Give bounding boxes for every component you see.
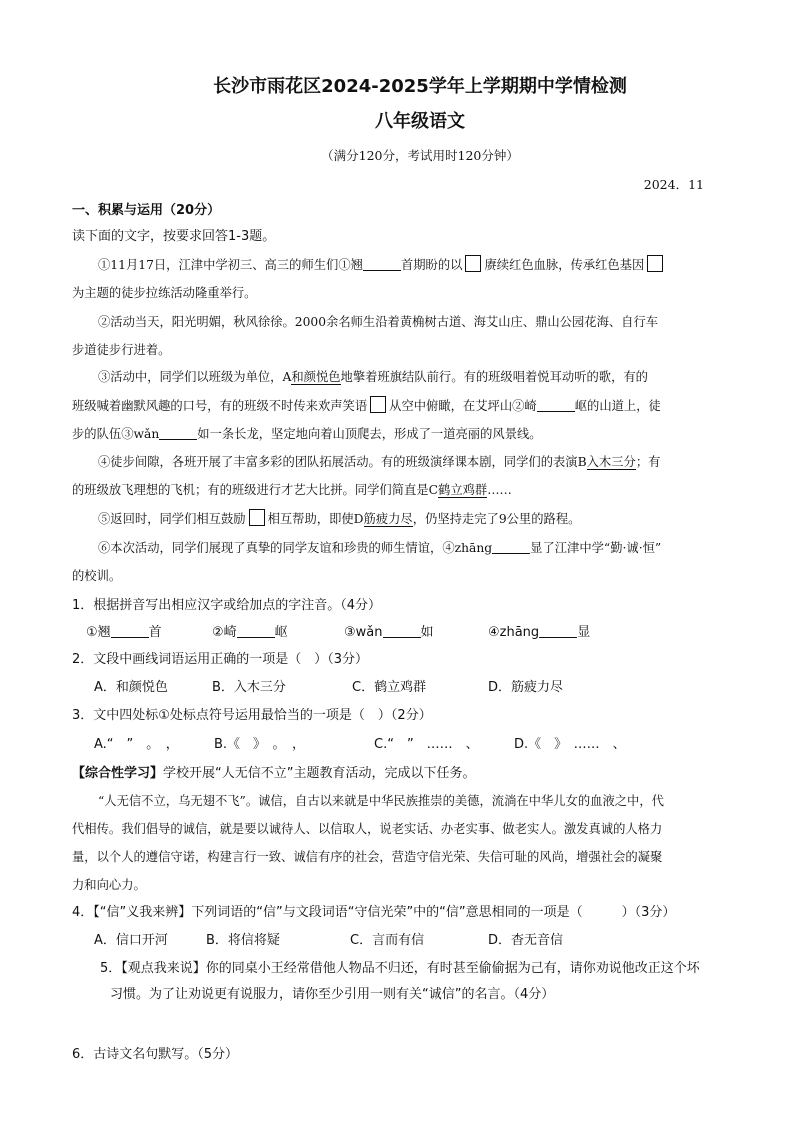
underlined-word: 入木三分: [586, 455, 636, 469]
answer-blank[interactable]: [363, 258, 401, 271]
q4-option-a[interactable]: A．信口开河: [94, 933, 168, 948]
question-6-stem: 6．古诗文名句默写。（5分）: [72, 1047, 239, 1062]
q1-item-label: 如: [420, 625, 434, 640]
punctuation-box[interactable]: [465, 255, 481, 272]
passage-line: [72, 509, 752, 527]
passage-line: [72, 452, 752, 470]
question-4-stem: 4．【“信”义我来辨】下列词语的“信”与文段词语“守信光荣”中的“信”意思相同的一项是（ ）（3分）: [72, 905, 676, 920]
punctuation-box[interactable]: [647, 255, 663, 272]
passage-text: 赓续红色血脉，传承红色基因: [484, 258, 645, 272]
q3-option-d[interactable]: D.《 》 …… 、: [514, 737, 626, 752]
passage-line: [72, 424, 752, 442]
passage-text: ①11月17日，江津中学初三、高三的师生们①翘: [98, 258, 363, 272]
underlined-word: 筋疲力尽: [363, 512, 413, 526]
passage-line: ②活动当天，阳光明媚，秋风徐徐。2000余名师生沿着黄桷树古道、海艾山庄、鼎山公园花海、自行车: [98, 315, 659, 329]
answer-blank[interactable]: [539, 625, 577, 638]
q1-item: [212, 621, 288, 640]
q1-item-label: ④zhāng: [488, 625, 540, 640]
passage-text: ；有: [635, 455, 661, 469]
passage-line: [72, 480, 752, 498]
exam-note: （满分120分，考试用时120分钟）: [321, 148, 519, 163]
q2-option-d[interactable]: D．筋疲力尽: [488, 680, 564, 695]
passage-text: 地擎着班旗结队前行。有的班级唱着悦耳动听的歌，有的: [340, 370, 648, 384]
exam-subject: 八年级语文: [375, 111, 465, 132]
q1-item-label: ①翘: [86, 625, 111, 640]
passage-text: ③活动中，同学们以班级为单位，A: [98, 370, 292, 384]
passage-text: 步的队伍③wǎn: [72, 427, 160, 441]
q1-item-label: 首: [148, 625, 162, 640]
exam-title: 长沙市雨花区2024-2025学年上学期期中学情检测: [213, 76, 627, 97]
comprehensive-passage-line: 代相传。我们倡导的诚信，就是要以诚待人、以信取人，说老实话、办老实事、做老实人。激发真诚的人格力: [72, 822, 663, 836]
passage-line: 步道徒步行进着。: [72, 343, 171, 357]
comprehensive-text: 学校开展“人无信不立”主题教育活动，完成以下任务。: [163, 766, 476, 781]
passage-text: ⑥本次活动，同学们展现了真挚的同学友谊和珍贵的师生情谊，④zhāng: [98, 541, 493, 555]
q3-option-a[interactable]: A.“ ” 。 ，: [94, 737, 179, 752]
q1-item: [344, 621, 434, 640]
q3-option-b[interactable]: B.《 》 。 ，: [214, 737, 306, 752]
question-3-stem: 3．文中四处标①处标点符号运用最恰当的一项是（ ）（2分）: [72, 708, 432, 723]
comprehensive-heading: [72, 762, 752, 781]
passage-text: 的班级放飞理想的飞机；有的班级进行才艺大比拼。同学们简直是C: [72, 483, 439, 497]
passage-line: [72, 255, 752, 273]
punctuation-box[interactable]: [370, 396, 386, 413]
passage-line: 为主题的徒步拉练活动隆重举行。: [72, 286, 257, 300]
q1-item-label: 岖: [274, 625, 288, 640]
comprehensive-passage-line: 力和向心力。: [72, 878, 146, 892]
q1-item-label: ②崎: [212, 625, 237, 640]
q3-option-c[interactable]: C.“ ” …… 、: [374, 737, 479, 752]
passage-line: [72, 367, 752, 385]
answer-blank[interactable]: [492, 541, 530, 554]
passage-text: 岖的山道上，徒: [574, 399, 661, 413]
answer-blank[interactable]: [237, 625, 275, 638]
underlined-word: 鹤立鸡群: [438, 483, 488, 497]
comprehensive-label: 【综合性学习】: [72, 766, 164, 781]
answer-blank[interactable]: [111, 625, 149, 638]
passage-text: 显了江津中学“勤·诚·恒”: [530, 541, 662, 555]
passage-text: 相互帮助，即使D: [267, 512, 364, 526]
q1-item-label: 显: [577, 625, 591, 640]
answer-blank[interactable]: [159, 427, 197, 440]
question-5-line: 习惯。为了让劝说更有说服力，请你至少引用一则有关“诚信”的名言。（4分）: [110, 987, 555, 1002]
q1-item: [488, 621, 590, 640]
exam-date: 2024．11: [643, 177, 704, 192]
passage-line: [72, 538, 752, 556]
q4-option-b[interactable]: B．将信将疑: [206, 933, 280, 948]
answer-blank[interactable]: [383, 625, 421, 638]
q4-option-d[interactable]: D．杳无音信: [488, 933, 564, 948]
passage-text: 首期盼的以: [400, 258, 463, 272]
q2-option-b[interactable]: B．入木三分: [212, 680, 286, 695]
q1-item-label: ③wǎn: [344, 625, 383, 640]
q4-option-c[interactable]: C．言而有信: [350, 933, 425, 948]
passage-text: 如一条长龙，坚定地向着山顶爬去，形成了一道亮丽的风景线。: [197, 427, 542, 441]
q2-option-c[interactable]: C．鹤立鸡群: [352, 680, 427, 695]
passage-line: [72, 396, 752, 414]
question-2-stem: 2．文段中画线词语运用正确的一项是（ ）（3分）: [72, 652, 369, 667]
question-1-stem: 1．根据拼音写出相应汉字或给加点的字注音。（4分）: [72, 598, 382, 613]
comprehensive-passage-line: “人无信不立，乌无翅不飞”。诚信，自古以来就是中华民族推崇的美德，流淌在中华儿女的血液之中，代: [98, 794, 664, 808]
passage-text: ⑤返回时，同学们相互鼓励: [98, 512, 246, 526]
passage-line: 的校训。: [72, 569, 122, 583]
underlined-word: 和颜悦色: [291, 370, 341, 384]
q1-item: [86, 621, 162, 640]
question-5-line: 5．【观点我来说】你的同桌小王经常借他人物品不归还，有时甚至偷偷据为己有，请你劝说他改正这个坏: [100, 961, 700, 976]
comprehensive-passage-line: 量，以个人的遵信守诺，构建言行一致、诚信有序的社会，营造守信光荣、失信可耻的风尚，增强社会的凝聚: [72, 850, 663, 864]
punctuation-box[interactable]: [249, 509, 265, 526]
passage-text: ，仍坚持走完了9公里的路程。: [412, 512, 581, 526]
section-heading: 一、积累与运用（20分）: [72, 203, 221, 218]
passage-text: 班级喊着幽默风趣的口号，有的班级不时传来欢声笑语: [72, 399, 368, 413]
passage-text: ④徒步间隙，各班开展了丰富多彩的团队拓展活动。有的班级演绎课本剧，同学们的表演B: [98, 455, 587, 469]
answer-blank[interactable]: [537, 399, 575, 412]
passage-text: ……: [487, 483, 512, 497]
q2-option-a[interactable]: A．和颜悦色: [94, 680, 168, 695]
passage-text: 从空中俯瞰，在艾坪山②崎: [389, 399, 537, 413]
section-intro: 读下面的文字，按要求回答1-3题。: [72, 229, 276, 244]
